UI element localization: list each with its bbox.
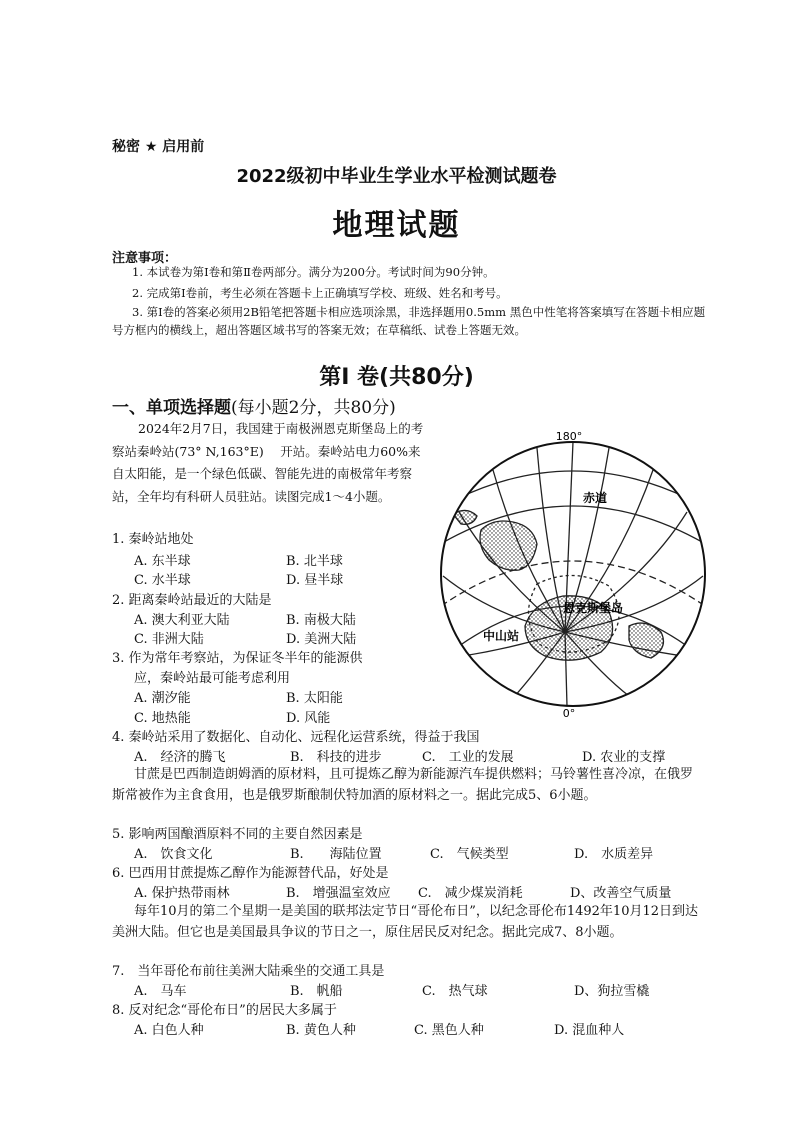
option: B. 科技的进步 — [290, 750, 382, 765]
option: D. 混血种人 — [554, 1023, 625, 1038]
option: B. 黄色人种 — [286, 1023, 356, 1038]
secret-label: 秘密 ★ 启用前 — [112, 139, 205, 155]
option: A. 白色人种 — [134, 1023, 204, 1038]
question-stem: 8. 反对纪念“哥伦布日”的居民大多属于 — [112, 1003, 337, 1018]
option: A. 保护热带雨林 — [134, 886, 230, 901]
option: C. 非洲大陆 — [134, 632, 204, 647]
question-stem: 7. 当年哥伦布前往美洲大陆乘坐的交通工具是 — [112, 964, 385, 979]
option: B. 北半球 — [286, 554, 343, 569]
option: A. 饮食文化 — [134, 847, 213, 862]
notes-heading: 注意事项： — [112, 251, 178, 266]
option: B. 南极大陆 — [286, 613, 356, 628]
option: D、狗拉雪橇 — [574, 984, 650, 999]
option: A. 马车 — [134, 984, 187, 999]
option: A. 潮汐能 — [134, 691, 191, 706]
passage-text: 2024年2月7日，我国建于南极洲恩克斯堡岛上的考察站秦岭站(73° N,163°E) 开站。秦岭站电力60%来自太阳能，是一个绿色低碳、智能先进的南极常年考察站，全年均有科研人员驻站。读图完成1～4小题。 — [112, 421, 424, 504]
option: C. 热气球 — [422, 984, 488, 999]
parallel — [443, 471, 703, 506]
note-item: 3. 第Ⅰ卷的答案必须用2B铅笔把答题卡相应选项涂黑，非选择题用0.5mm 黑色中性笔将答案填写在答题卡相应题号方框内的横线上，超出答题区域书写的答案无效；在草稿纸、试卷上答题无效。 — [112, 305, 706, 337]
option: D、改善空气质量 — [570, 886, 672, 901]
globe-outline — [441, 442, 705, 706]
option: D. 昼半球 — [286, 573, 344, 588]
question-stem: 2. 距离秦岭站最近的大陆是 — [112, 593, 272, 608]
question-stem: 4. 秦岭站采用了数据化、自动化、远程化运营系统，得益于我国 — [112, 730, 480, 745]
exam-title: 2022级初中毕业生学业水平检测试题卷 — [236, 166, 557, 187]
question-stem-continued: 应，秦岭站最可能考虑利用 — [134, 671, 291, 686]
option: D. 美洲大陆 — [286, 632, 357, 647]
question-stem: 3. 作为常年考察站，为保证冬半年的能源供 — [112, 651, 363, 666]
passage-text: 每年10月的第二个星期一是美国的联邦法定节日“哥伦布日”，以纪念哥伦布1492年10月12日到达美洲大陆。但它也是美国最具争议的节日之一，原住居民反对纪念。据此完成7、8小题。 — [112, 904, 699, 940]
option: C. 水半球 — [134, 573, 191, 588]
option: B. 太阳能 — [286, 691, 343, 706]
section-note: (每小题2分，共80分) — [231, 398, 396, 418]
option: D. 农业的支撑 — [582, 750, 666, 765]
option: C. 黑色人种 — [414, 1023, 484, 1038]
option: B. 海陆位置 — [290, 847, 382, 862]
option: B. 增强温室效应 — [286, 886, 391, 901]
option: C. 工业的发展 — [422, 750, 514, 765]
option: A. 澳大利亚大陆 — [134, 613, 230, 628]
option: B. 帆船 — [290, 984, 343, 999]
section-title — [112, 393, 396, 418]
note-item: 2. 完成第Ⅰ卷前，考生必须在答题卡上正确填写学校、班级、姓名和考号。 — [132, 286, 508, 300]
australia-landmass — [480, 521, 537, 570]
station-label: 中山站 — [483, 629, 520, 643]
note-item: 1. 本试卷为第Ⅰ卷和第Ⅱ卷两部分。满分为200分。考试时间为90分钟。 — [132, 265, 495, 279]
passage-text: 甘蔗是巴西制造朗姆酒的原材料，且可提炼乙醇为新能源汽车提供燃料；马铃薯性喜冷凉，在俄罗斯常被作为主食食用，也是俄罗斯酿制伏特加酒的原材料之一。据此完成5、6小题。 — [112, 767, 694, 803]
equator-label: 赤道 — [583, 491, 608, 505]
globe-map-figure — [433, 426, 713, 721]
option: A. 经济的腾飞 — [134, 750, 226, 765]
option: C. 地热能 — [134, 711, 191, 726]
question-stem: 6. 巴西用甘蔗提炼乙醇作为能源替代品，好处是 — [112, 866, 389, 881]
label-180: 180° — [555, 430, 583, 443]
section-heading: 一、单项选择题 — [112, 398, 231, 418]
label-0: 0° — [562, 707, 576, 720]
question-stem: 1. 秦岭站地处 — [112, 532, 194, 547]
volume-title: 第Ⅰ 卷(共80分) — [319, 365, 474, 390]
option: A. 东半球 — [134, 554, 191, 569]
question-stem: 5. 影响两国酿酒原料不同的主要自然因素是 — [112, 827, 363, 842]
option: C. 气候类型 — [430, 847, 509, 862]
island-label: 恩克斯堡岛 — [563, 601, 624, 615]
globe-map — [433, 426, 713, 721]
option: D. 风能 — [286, 711, 331, 726]
option: C. 减少煤炭消耗 — [418, 886, 523, 901]
option: D. 水质差异 — [574, 847, 654, 862]
subject-title: 地理试题 — [332, 208, 461, 243]
